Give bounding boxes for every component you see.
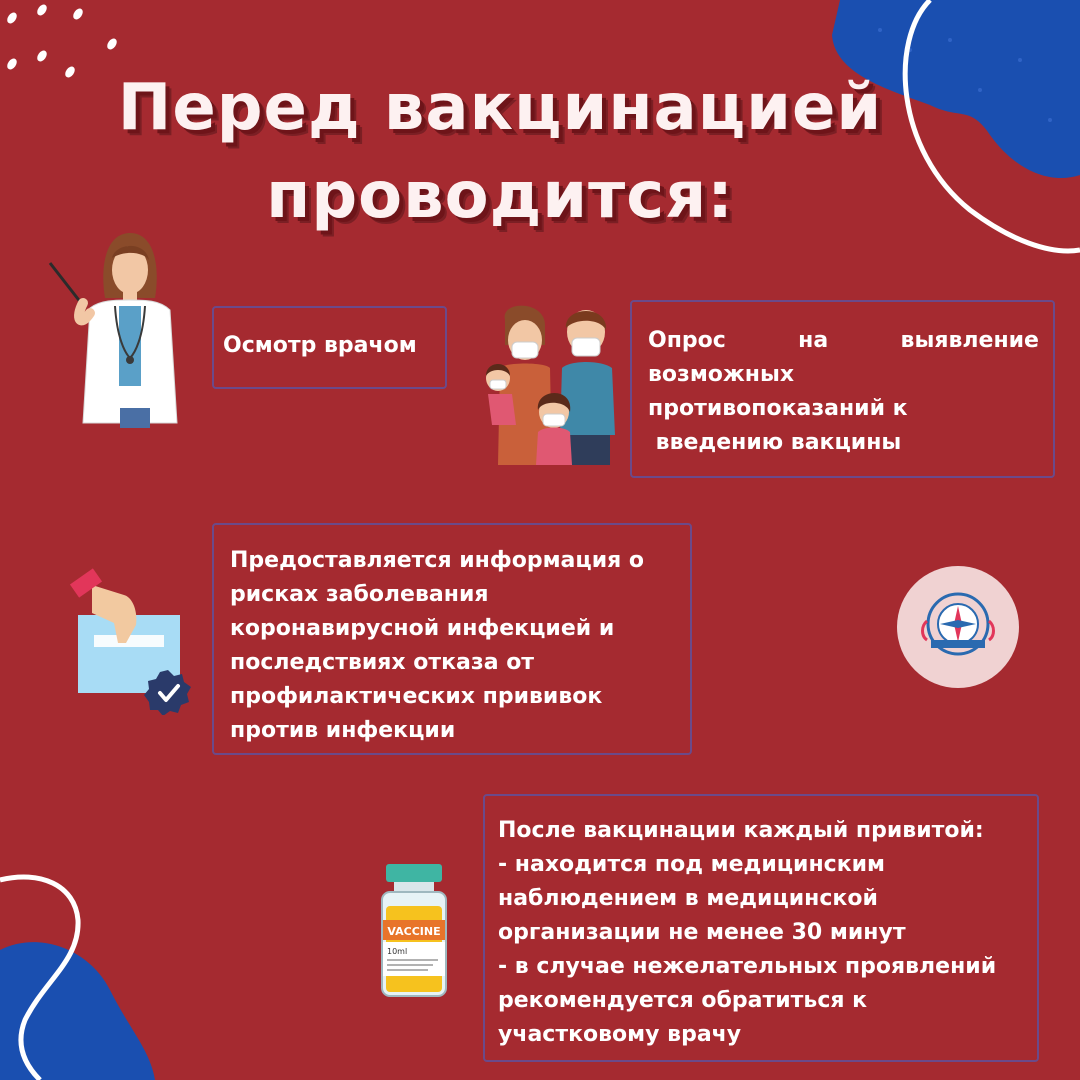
- card-after-line: - находится под медицинским: [498, 852, 886, 877]
- family-icon: [480, 300, 620, 465]
- card-doctor-exam-text: Осмотр врачом: [223, 333, 417, 358]
- card-after-line: организации не менее 30 минут: [498, 920, 906, 945]
- card-after-vaccination: [483, 794, 1039, 1062]
- card-risk-info: [212, 523, 692, 755]
- card-survey-line-3: противопоказаний к: [648, 396, 908, 421]
- card-after-line: - в случае нежелательных проявлений: [498, 954, 997, 979]
- card-survey-text: [648, 324, 1039, 460]
- card-survey-line-4: введению вакцины: [648, 430, 902, 455]
- card-after-line: рекомендуется обратиться к: [498, 988, 868, 1013]
- doctor-icon: [45, 228, 195, 428]
- card-risk-info-line: профилактических прививок: [230, 684, 603, 709]
- card-risk-info-text: [230, 544, 676, 748]
- card-risk-info-line: против инфекции: [230, 718, 456, 743]
- card-after-vaccination-text: [498, 814, 1023, 1052]
- card-risk-info-line: Предоставляется информация о: [230, 548, 645, 573]
- card-survey-word-3: выявление: [900, 328, 1039, 353]
- vial-label-volume: 10ml: [387, 947, 408, 956]
- card-doctor-exam: [212, 306, 447, 389]
- card-survey-line-2: возможных: [648, 362, 795, 387]
- ballot-checkmark-icon: [62, 565, 197, 715]
- card-risk-info-line: рисках заболевания: [230, 582, 489, 607]
- card-survey-word-2: на: [798, 328, 829, 353]
- card-survey-line-1: [648, 324, 1039, 358]
- card-after-line: наблюдением в медицинской: [498, 886, 878, 911]
- compass-logo-icon: [897, 566, 1019, 688]
- card-survey: [630, 300, 1055, 478]
- blue-blob-bottom-left: [0, 870, 170, 1080]
- page-title-line-2: проводится:: [266, 159, 734, 233]
- vial-label-name: VACCINE: [387, 925, 441, 938]
- card-after-line: участковому врачу: [498, 1022, 742, 1047]
- card-risk-info-line: последствиях отказа от: [230, 650, 535, 675]
- page-title-line-1: Перед вакцинацией: [117, 71, 883, 145]
- card-risk-info-line: коронавирусной инфекцией и: [230, 616, 615, 641]
- youth-center-logo: [897, 566, 1019, 688]
- card-after-line: После вакцинации каждый привитой:: [498, 818, 984, 843]
- vaccine-vial-icon: [378, 862, 450, 1000]
- card-survey-word-1: Опрос: [648, 328, 726, 353]
